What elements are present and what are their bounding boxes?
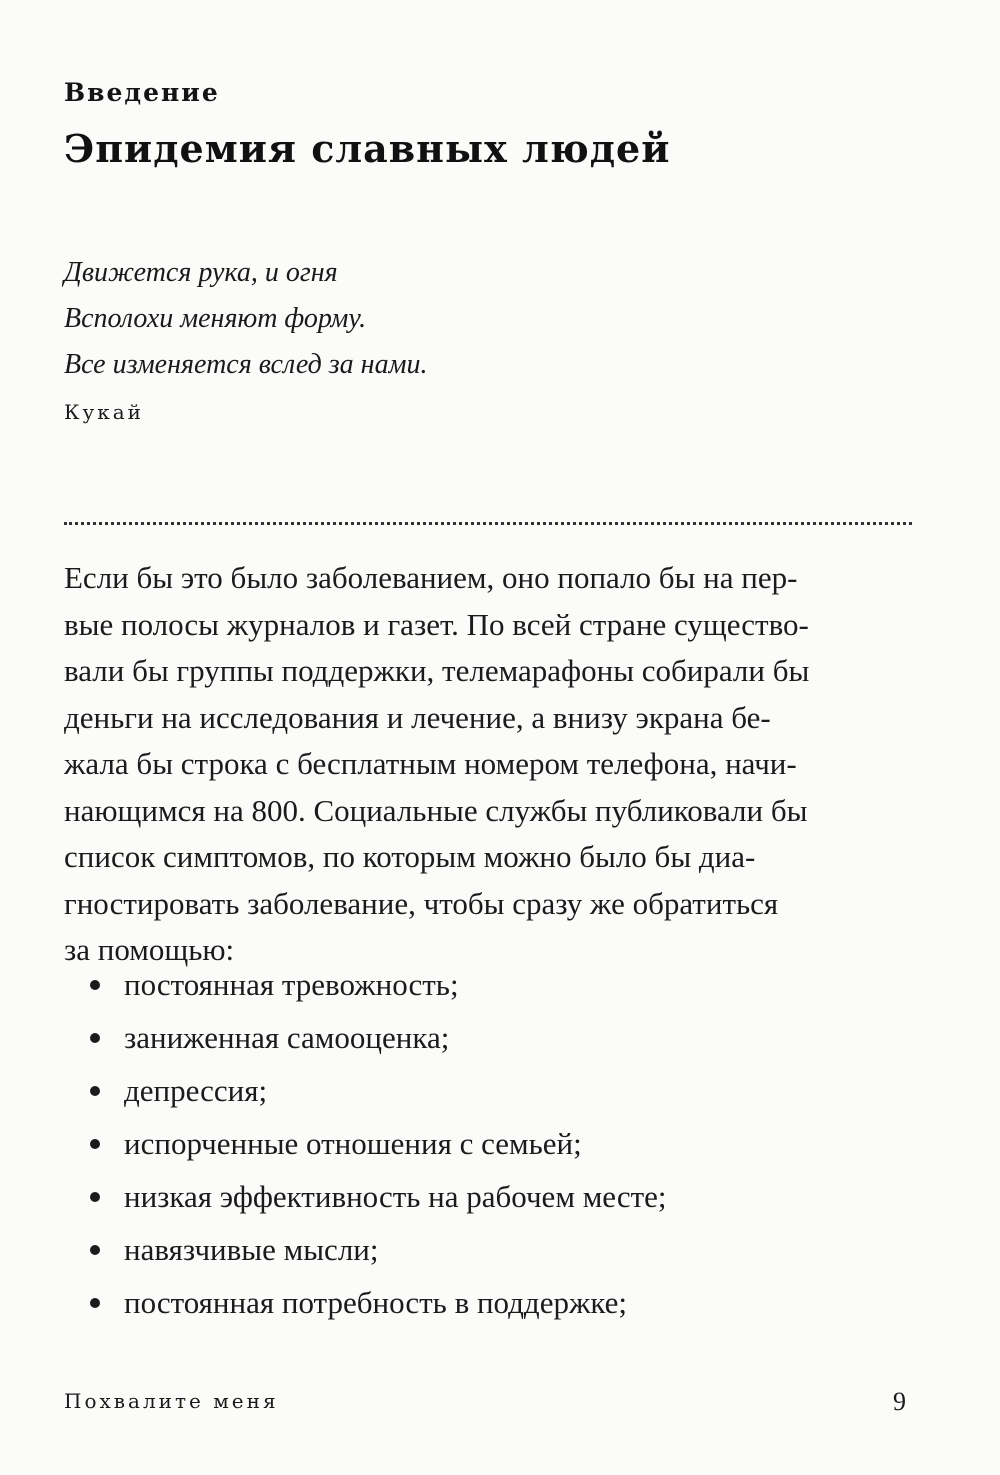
- epigraph-author: Кукай: [64, 400, 144, 424]
- paragraph-line: нающимся на 800. Социальные службы публиковали бы: [64, 792, 808, 828]
- list-item: [90, 1170, 667, 1223]
- bullet-icon: [90, 1139, 100, 1149]
- epigraph-line: Все изменяется вслед за нами.: [64, 349, 428, 380]
- paragraph-line: вали бы группы поддержки, телемарафоны собирали бы: [64, 653, 810, 688]
- list-item-text: низкая эффективность на рабочем месте;: [124, 1179, 667, 1214]
- list-item: [90, 1117, 667, 1170]
- paragraph-line: Если бы это было заболеванием, оно попало бы на пер-: [64, 560, 798, 595]
- paragraph-line: гностировать заболевание, чтобы сразу же обратиться: [64, 885, 779, 921]
- bullet-icon: [90, 980, 100, 990]
- paragraph-line: за помощью:: [64, 932, 235, 967]
- list-item-text: депрессия;: [124, 1073, 268, 1108]
- list-item: [90, 1276, 667, 1329]
- list-item: [90, 1011, 667, 1064]
- list-item-text: заниженная самооценка;: [124, 1020, 450, 1055]
- dotted-divider: [64, 522, 912, 525]
- list-item: [90, 958, 667, 1011]
- body-paragraph: [64, 555, 809, 974]
- bullet-icon: [90, 1086, 100, 1096]
- list-item-text: навязчивые мысли;: [124, 1232, 379, 1267]
- bullet-icon: [90, 1192, 100, 1202]
- paragraph-line: деньги на исследования и лечение, а внизу экрана бе-: [64, 699, 771, 735]
- paragraph-line: вые полосы журналов и газет. По всей стране существо-: [64, 606, 809, 642]
- bullet-icon: [90, 1033, 100, 1043]
- paragraph-line: список симптомов, по которым можно было бы диа-: [64, 839, 756, 874]
- list-item-text: постоянная тревожность;: [124, 967, 459, 1002]
- bullet-icon: [90, 1245, 100, 1255]
- list-item-text: постоянная потребность в поддержке;: [124, 1285, 628, 1320]
- section-label: Введение: [64, 78, 220, 107]
- list-item: [90, 1064, 667, 1117]
- list-item: [90, 1223, 667, 1276]
- symptom-list: [90, 958, 667, 1329]
- epigraph-line: Всполохи меняют форму.: [64, 303, 367, 334]
- epigraph-line: Движется рука, и огня: [64, 257, 338, 288]
- bullet-icon: [90, 1298, 100, 1308]
- chapter-title: Эпидемия славных людей: [64, 126, 671, 171]
- page-number: 9: [893, 1387, 906, 1416]
- epigraph: [64, 250, 427, 388]
- running-footer-title: Похвалите меня: [64, 1389, 279, 1413]
- paragraph-line: жала бы строка с бесплатным номером телефона, начи-: [64, 746, 797, 781]
- list-item-text: испорченные отношения с семьей;: [124, 1126, 582, 1161]
